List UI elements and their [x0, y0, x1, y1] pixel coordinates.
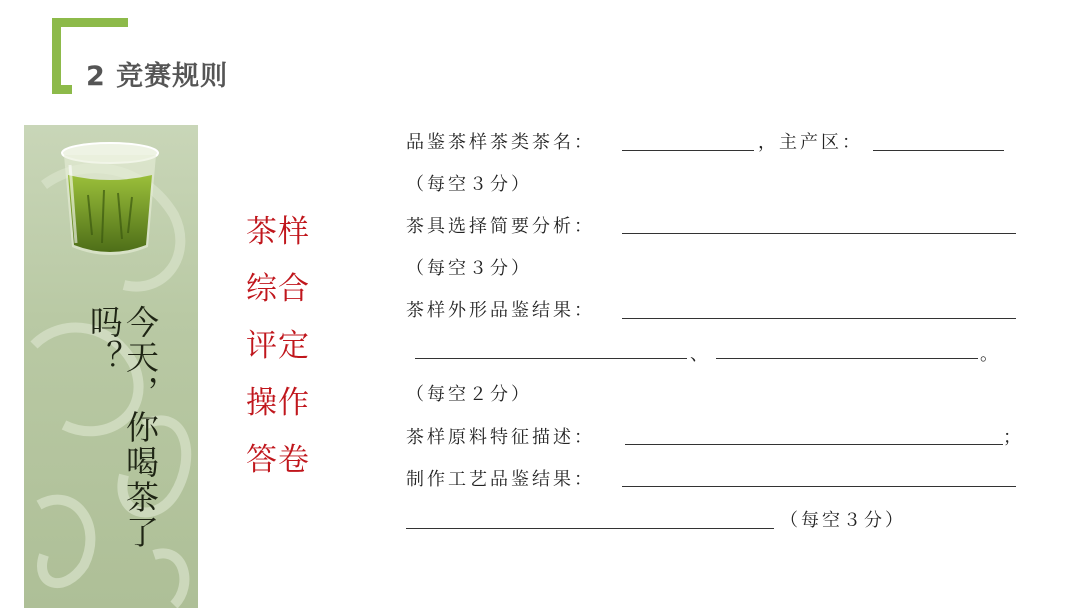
- slogan-line-2: 你喝茶了吗？: [84, 305, 160, 550]
- raw-material-blank[interactable]: [625, 444, 1003, 445]
- section-label: [246, 204, 316, 489]
- slogan-vertical-text: [84, 305, 160, 608]
- tea-name-label: 品鉴茶样茶类茶名：: [406, 132, 595, 153]
- tea-image-panel: [24, 125, 198, 608]
- teaware-analysis-label: 茶具选择简要分析：: [406, 216, 595, 237]
- teaware-analysis-blank[interactable]: [622, 233, 1016, 234]
- page-title: 2 竞赛规则: [86, 61, 229, 92]
- section-label-line: 茶样: [246, 214, 310, 250]
- section-label-line: 综合: [246, 271, 310, 307]
- raw-material-label: 茶样原料特征描述：: [406, 427, 595, 448]
- section-label-line: 评定: [246, 328, 310, 364]
- section-label-line: 操作: [246, 385, 310, 421]
- appearance-result-blank-2[interactable]: [415, 358, 687, 359]
- tea-name-blank[interactable]: [622, 150, 754, 151]
- period-mark: 。: [980, 344, 1001, 365]
- slogan-line-1: 今天，: [121, 305, 160, 410]
- score-note-2: （每空３分）: [406, 258, 532, 279]
- process-result-label: 制作工艺品鉴结果：: [406, 469, 595, 490]
- origin-blank[interactable]: [873, 150, 1004, 151]
- process-result-blank-1[interactable]: [622, 486, 1016, 487]
- semicolon-mark: ；: [1003, 427, 1024, 448]
- separator-mark: 、: [690, 344, 711, 365]
- score-note-3: （每空２分）: [406, 384, 532, 405]
- appearance-result-label: 茶样外形品鉴结果：: [406, 300, 595, 321]
- score-note-4: （每空３分）: [780, 510, 906, 531]
- appearance-result-blank-1[interactable]: [622, 318, 1016, 319]
- process-result-blank-2[interactable]: [406, 528, 774, 529]
- appearance-result-blank-3[interactable]: [716, 358, 978, 359]
- section-label-line: 答卷: [246, 442, 310, 478]
- tea-glass-image: [58, 135, 162, 265]
- score-note-1: （每空３分）: [406, 174, 532, 195]
- origin-label: ，主产区：: [758, 132, 863, 153]
